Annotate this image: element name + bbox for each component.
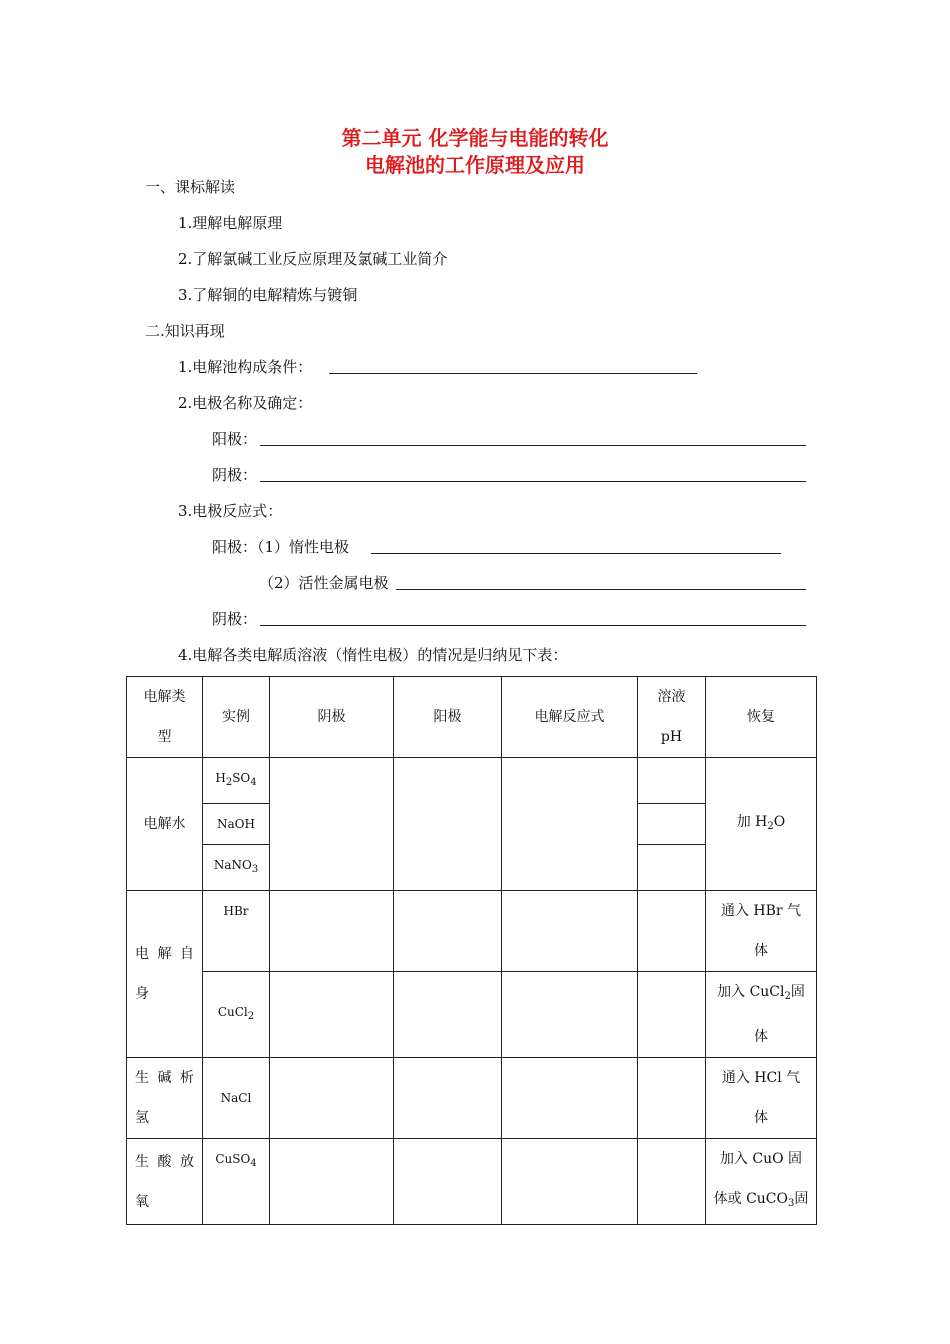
hbr-ph-cell[interactable] bbox=[638, 891, 706, 972]
cucl2-cathode-cell[interactable] bbox=[270, 972, 394, 1058]
table-row bbox=[127, 758, 817, 804]
h2so4-ph-cell[interactable] bbox=[638, 758, 706, 804]
title-main: 第二单元 化学能与电能的转化 bbox=[341, 126, 609, 150]
question-2-cathode-label: 阴极： bbox=[212, 466, 258, 484]
example-naoh: NaOH bbox=[203, 804, 270, 845]
table-row bbox=[127, 1139, 817, 1225]
cucl2-anode-cell[interactable] bbox=[394, 972, 502, 1058]
question-3-anode-active-blank[interactable] bbox=[396, 589, 806, 590]
example-h2so4: $H_2SO_4$ bbox=[203, 758, 270, 804]
question-1-blank[interactable] bbox=[329, 373, 697, 374]
naoh-ph-cell[interactable] bbox=[638, 804, 706, 845]
header-restore: 恢复 bbox=[706, 677, 817, 758]
example-hbr: HBr bbox=[203, 891, 270, 972]
water-cathode-cell[interactable] bbox=[270, 758, 394, 891]
question-4-label: 4.电解各类电解质溶液（惰性电极）的情况是归纳见下表： bbox=[178, 646, 568, 664]
hbr-reaction-cell[interactable] bbox=[502, 891, 638, 972]
group-acid: 生 酸 放 氧 bbox=[127, 1139, 203, 1225]
section-1-item-3: 3.了解铜的电解精炼与镀铜 bbox=[178, 286, 358, 304]
question-1-label: 1.电解池构成条件： bbox=[178, 358, 313, 376]
cuso4-ph-cell[interactable] bbox=[638, 1139, 706, 1225]
cuso4-cathode-cell[interactable] bbox=[270, 1139, 394, 1225]
question-3-anode-inert-blank[interactable] bbox=[371, 553, 781, 554]
header-example: 实例 bbox=[203, 677, 270, 758]
header-reaction: 电解反应式 bbox=[502, 677, 638, 758]
question-3-anode-inert-label: 阳极：（1）惰性电极 bbox=[212, 538, 350, 556]
cuso4-anode-cell[interactable] bbox=[394, 1139, 502, 1225]
header-cathode: 阴极 bbox=[270, 677, 394, 758]
restore-cucl2: 加入 CuCl$_2$固 体 bbox=[706, 972, 817, 1058]
table-row bbox=[127, 972, 817, 1058]
nano3-ph-cell[interactable] bbox=[638, 845, 706, 891]
header-type: 电解类 型 bbox=[127, 677, 203, 758]
section-1-heading: 一、课标解读 bbox=[145, 178, 236, 196]
question-2-anode-label: 阳极： bbox=[212, 430, 258, 448]
header-row bbox=[127, 677, 817, 758]
question-3-anode-active-label: （2）活性金属电极 bbox=[259, 574, 389, 592]
question-2-anode-blank[interactable] bbox=[260, 445, 806, 446]
restore-water: 加 $H_2O$ bbox=[706, 758, 817, 891]
nacl-anode-cell[interactable] bbox=[394, 1058, 502, 1139]
question-2-label: 2.电极名称及确定： bbox=[178, 394, 313, 412]
electrolysis-table bbox=[126, 676, 817, 1225]
group-self: 电 解 自 身 bbox=[127, 891, 203, 1058]
nacl-reaction-cell[interactable] bbox=[502, 1058, 638, 1139]
example-cuso4: CuSO$_4$ bbox=[203, 1139, 270, 1225]
section-2-heading: 二.知识再现 bbox=[145, 322, 225, 340]
nacl-cathode-cell[interactable] bbox=[270, 1058, 394, 1139]
table-row bbox=[127, 891, 817, 972]
header-anode: 阳极 bbox=[394, 677, 502, 758]
example-cucl2: CuCl$_2$ bbox=[203, 972, 270, 1058]
cucl2-ph-cell[interactable] bbox=[638, 972, 706, 1058]
water-anode-cell[interactable] bbox=[394, 758, 502, 891]
restore-cuso4: 加入 CuO 固 体或 CuCO$_3$固 bbox=[706, 1139, 817, 1225]
section-1-item-2: 2.了解氯碱工业反应原理及氯碱工业简介 bbox=[178, 250, 448, 268]
cucl2-reaction-cell[interactable] bbox=[502, 972, 638, 1058]
example-nacl: NaCl bbox=[203, 1058, 270, 1139]
hbr-anode-cell[interactable] bbox=[394, 891, 502, 972]
group-water: 电解水 bbox=[127, 758, 203, 891]
example-nano3: NaNO$_3$ bbox=[203, 845, 270, 891]
nacl-ph-cell[interactable] bbox=[638, 1058, 706, 1139]
restore-hbr: 通入 HBr 气 体 bbox=[706, 891, 817, 972]
restore-nacl: 通入 HCl 气 体 bbox=[706, 1058, 817, 1139]
title-sub: 电解池的工作原理及应用 bbox=[365, 153, 585, 177]
cuso4-reaction-cell[interactable] bbox=[502, 1139, 638, 1225]
question-3-label: 3.电极反应式： bbox=[178, 502, 283, 520]
hbr-cathode-cell[interactable] bbox=[270, 891, 394, 972]
header-ph: 溶液 pH bbox=[638, 677, 706, 758]
question-3-cathode-blank[interactable] bbox=[260, 625, 806, 626]
question-3-cathode-label: 阴极： bbox=[212, 610, 258, 628]
water-reaction-cell[interactable] bbox=[502, 758, 638, 891]
question-2-cathode-blank[interactable] bbox=[260, 481, 806, 482]
table-row bbox=[127, 1058, 817, 1139]
group-alkali: 生 碱 析 氢 bbox=[127, 1058, 203, 1139]
section-1-item-1: 1.理解电解原理 bbox=[178, 214, 283, 232]
